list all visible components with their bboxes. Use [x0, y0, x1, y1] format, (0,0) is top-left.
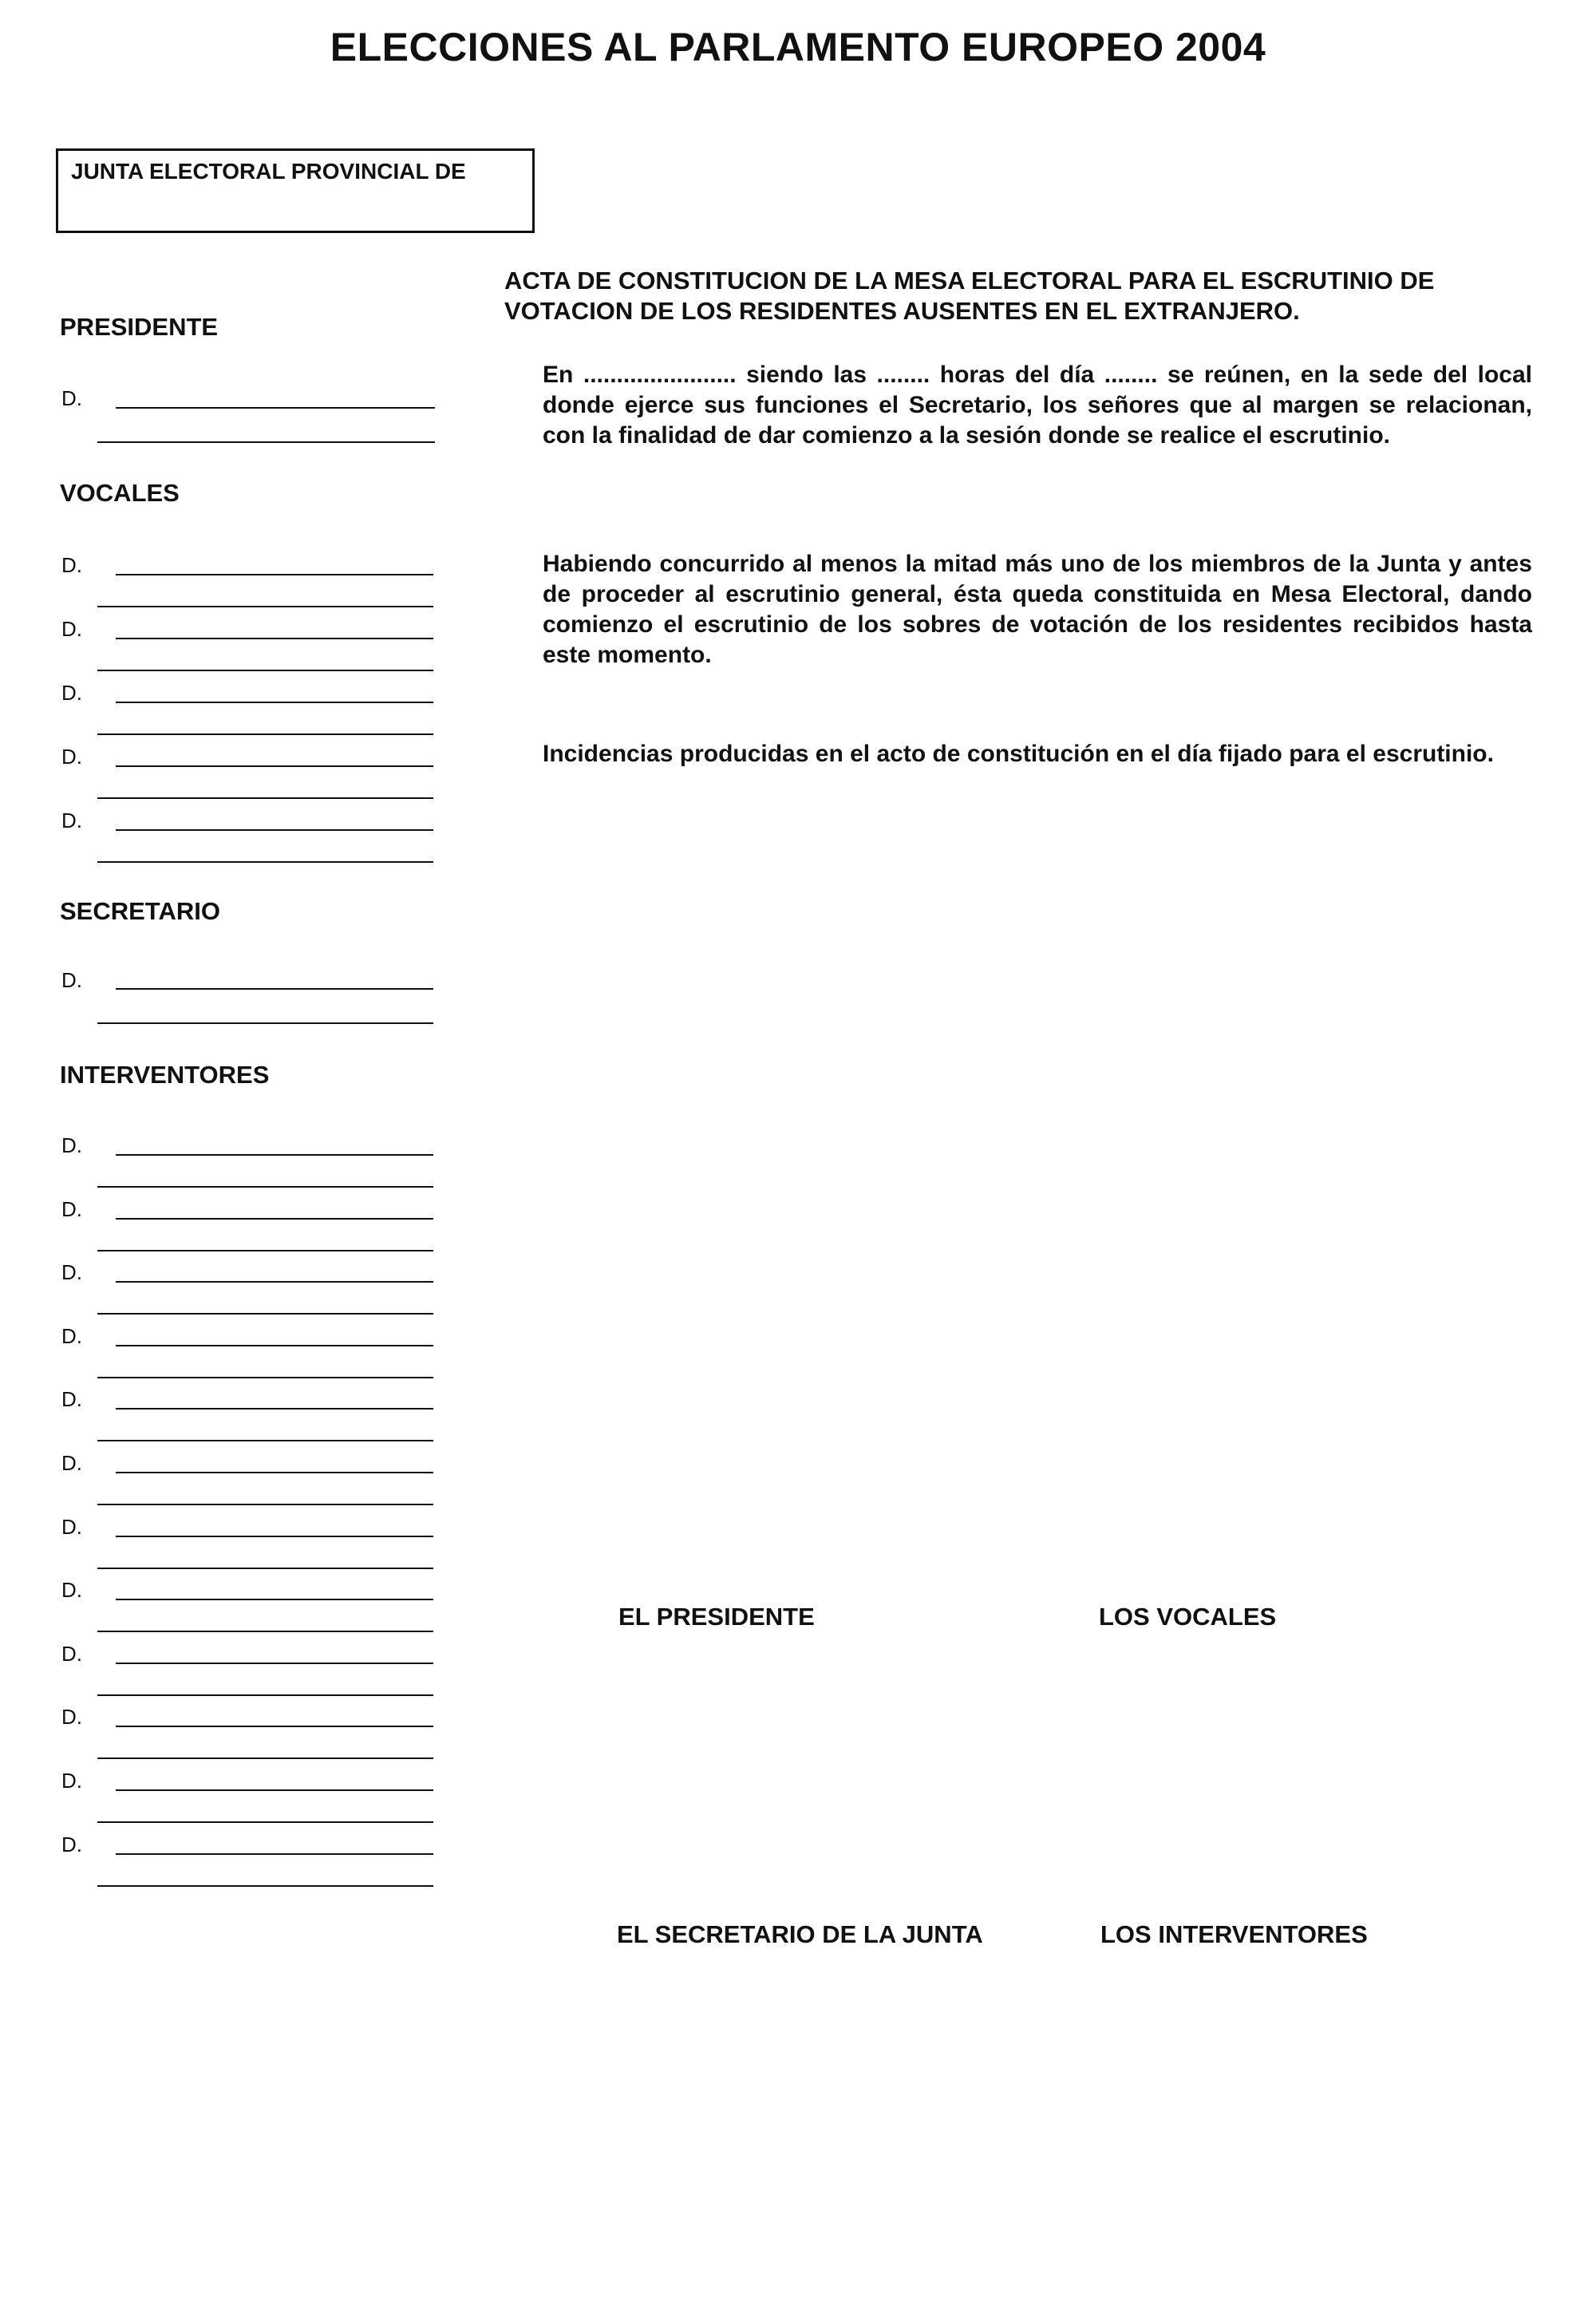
interventor-name-line-2[interactable] — [97, 1186, 433, 1188]
interventor-prefix: D. — [61, 1133, 82, 1157]
interventor-name-line-2[interactable] — [97, 1757, 433, 1759]
interventor-name-line[interactable] — [116, 1218, 433, 1220]
vocal-prefix: D. — [61, 553, 82, 577]
interventor-name-line-2[interactable] — [97, 1313, 433, 1315]
interventor-prefix: D. — [61, 1451, 82, 1475]
interventor-prefix: D. — [61, 1769, 82, 1793]
interventor-name-line-2[interactable] — [97, 1440, 433, 1441]
interventor-prefix: D. — [61, 1323, 82, 1348]
interventor-name-line-2[interactable] — [97, 1504, 433, 1505]
interventor-name-line-2[interactable] — [97, 1250, 433, 1251]
presidente-prefix: D. — [61, 386, 82, 410]
vocal-prefix: D. — [61, 809, 82, 832]
interventor-name-line[interactable] — [116, 1154, 433, 1156]
interventor-name-line[interactable] — [116, 1853, 433, 1855]
vocal-name-line[interactable] — [116, 574, 433, 575]
vocal-prefix: D. — [61, 745, 82, 769]
interventor-name-line-2[interactable] — [97, 1885, 433, 1887]
signature-interventores: LOS INTERVENTORES — [1100, 1920, 1368, 1948]
interventor-prefix: D. — [61, 1705, 82, 1730]
vocales-heading: VOCALES — [60, 479, 180, 507]
interventor-name-line[interactable] — [116, 1345, 433, 1346]
interventor-name-line[interactable] — [116, 1408, 433, 1410]
interventor-name-line[interactable] — [116, 1663, 433, 1664]
document-title: ELECCIONES AL PARLAMENTO EUROPEO 2004 — [330, 25, 1266, 69]
junta-electoral-label: JUNTA ELECTORAL PROVINCIAL DE — [71, 159, 466, 184]
vocal-name-line-2[interactable] — [97, 606, 433, 607]
interventor-prefix: D. — [61, 1387, 82, 1412]
interventor-prefix: D. — [61, 1641, 82, 1666]
vocal-prefix: D. — [61, 617, 82, 641]
paragraph-constitucion: Habiendo concurrido al menos la mitad más uno de los miembros de la Junta y antes de proceder al escrutinio general, ésta queda constituida en Mesa Electoral, dando comienzo el escrutinio de los sobres de votación de los residentes recibidos hasta este momento. — [543, 551, 1532, 668]
secretario-prefix: D. — [61, 968, 82, 992]
paragraph-incidencias: Incidencias producidas en el acto de constitución en el día fijado para el escrutinio. — [543, 741, 1494, 767]
interventor-prefix: D. — [61, 1578, 82, 1603]
presidente-name-line-2[interactable] — [97, 441, 435, 443]
interventor-name-line[interactable] — [116, 1281, 433, 1283]
secretario-heading: SECRETARIO — [60, 897, 220, 925]
paragraph-reunion: En ....................... siendo las ........ horas del día ........ se reúnen, en la sede del local donde ejerce sus funciones el Secretario, los señores que al margen se relacionan, con la finalidad de dar comienzo a la sesión donde se realice el escrutinio. — [543, 362, 1532, 449]
signature-secretario: EL SECRETARIO DE LA JUNTA — [617, 1920, 983, 1948]
signature-vocales: LOS VOCALES — [1099, 1603, 1277, 1631]
vocal-name-line-2[interactable] — [97, 797, 433, 799]
vocal-name-line[interactable] — [116, 829, 433, 831]
vocal-name-line[interactable] — [116, 702, 433, 703]
interventor-name-line[interactable] — [116, 1536, 433, 1537]
interventor-name-line-2[interactable] — [97, 1631, 433, 1632]
interventor-name-line-2[interactable] — [97, 1821, 433, 1823]
signature-presidente: EL PRESIDENTE — [618, 1603, 815, 1631]
interventor-name-line-2[interactable] — [97, 1694, 433, 1696]
vocal-name-line-2[interactable] — [97, 670, 433, 671]
presidente-name-line[interactable] — [116, 407, 435, 409]
vocal-name-line-2[interactable] — [97, 733, 433, 735]
interventor-prefix: D. — [61, 1832, 82, 1856]
interventor-prefix: D. — [61, 1196, 82, 1221]
vocal-name-line[interactable] — [116, 638, 433, 639]
interventor-prefix: D. — [61, 1260, 82, 1285]
secretario-name-line-2[interactable] — [97, 1022, 433, 1024]
presidente-heading: PRESIDENTE — [60, 313, 219, 341]
vocal-name-line[interactable] — [116, 765, 433, 767]
junta-electoral-box[interactable] — [56, 148, 535, 233]
interventor-name-line[interactable] — [116, 1599, 433, 1600]
secretario-name-line[interactable] — [116, 988, 433, 990]
vocal-prefix: D. — [61, 681, 82, 705]
acta-title: ACTA DE CONSTITUCION DE LA MESA ELECTORAL PARA EL ESCRUTINIO DE VOTACION DE LOS RESIDENTES AUSENTES EN EL EXTRANJERO. — [504, 267, 1435, 325]
interventor-name-line-2[interactable] — [97, 1568, 433, 1569]
interventor-name-line[interactable] — [116, 1726, 433, 1727]
interventor-name-line[interactable] — [116, 1472, 433, 1473]
vocal-name-line-2[interactable] — [97, 861, 433, 863]
interventor-prefix: D. — [61, 1514, 82, 1539]
interventor-name-line-2[interactable] — [97, 1377, 433, 1378]
interventores-heading: INTERVENTORES — [60, 1061, 270, 1089]
interventor-name-line[interactable] — [116, 1789, 433, 1791]
